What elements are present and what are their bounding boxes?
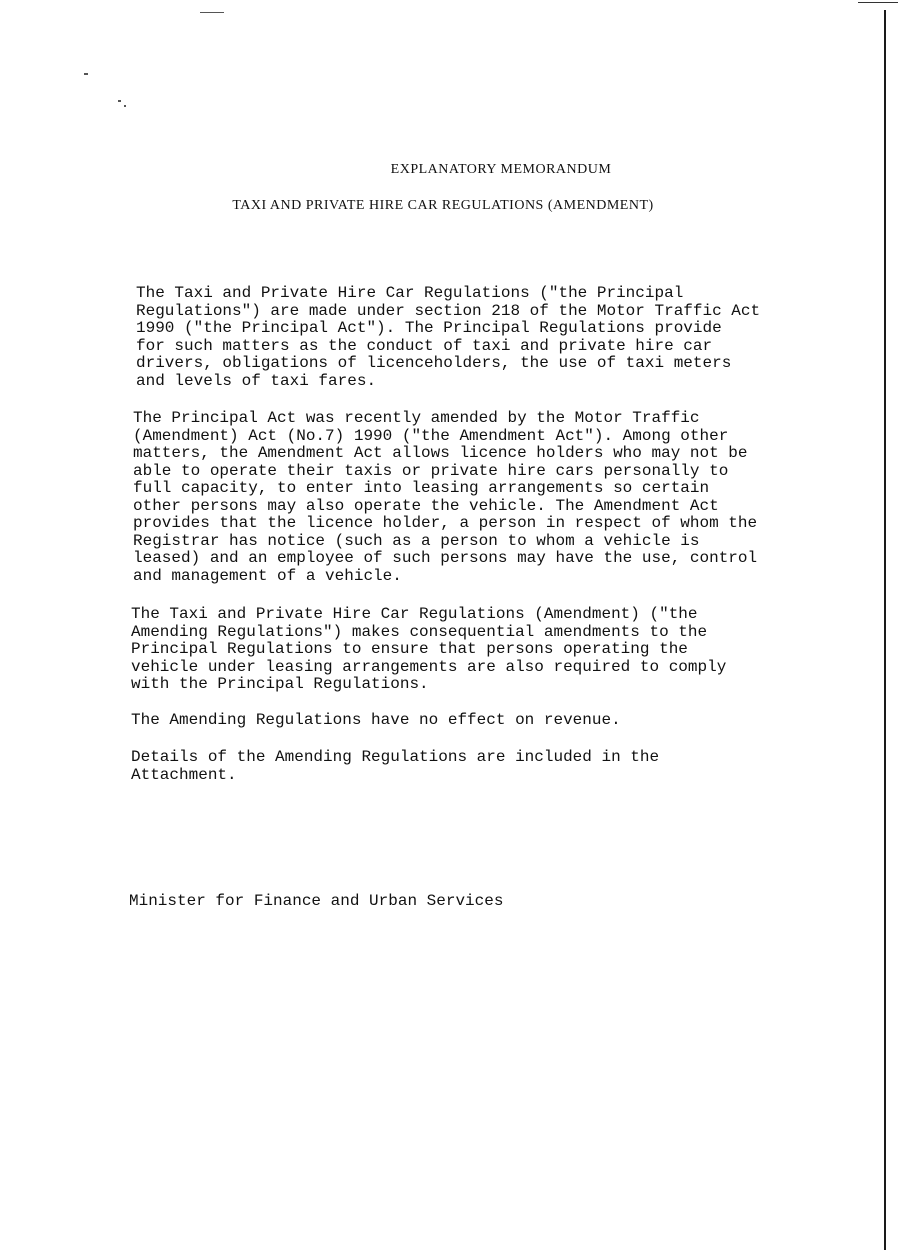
paragraph-amendment-act: The Principal Act was recently amended by the Motor Traffic (Amendment) Act (No.7) 1990 ("the Amendment Act"). Among other matters, the Amendment Act allows licence holders who may not be able to operate their taxis or private hire cars personally to full capacity, to enter into leasing arrangements so certain other persons may also operate the vehicle. The Amendment Act provides that the licence holder, a person in respect of whom the Registrar has notice (such as a person to whom a vehicle is leased) and an employee of such persons may have the use, control and management of a vehicle. xyxy=(133,409,758,585)
scan-edge-right xyxy=(884,10,886,1250)
paragraph-attachment: Details of the Amending Regulations are included in the Attachment. xyxy=(131,748,660,784)
signature-line: Minister for Finance and Urban Services xyxy=(129,892,504,910)
paragraph-amending-regulations: The Taxi and Private Hire Car Regulations (Amendment) ("the Amending Regulations") makes consequential amendments to the Principal Regulations to ensure that persons operating the vehicle under leasing arrangements are also required to comply with the Principal Regulations. xyxy=(131,605,727,693)
scan-speck xyxy=(118,100,121,102)
scan-speck xyxy=(124,105,126,107)
regulation-title: TAXI AND PRIVATE HIRE CAR REGULATIONS (AMENDMENT) xyxy=(232,198,654,213)
scan-speck xyxy=(200,12,224,13)
scan-edge-top xyxy=(858,2,898,3)
scan-speck xyxy=(84,73,88,75)
memorandum-heading: EXPLANATORY MEMORANDUM xyxy=(390,162,612,177)
paragraph-principal-regulations: The Taxi and Private Hire Car Regulations ("the Principal Regulations") are made under section 218 of the Motor Traffic Act 1990 ("the Principal Act"). The Principal Regulations provide for such matters as the conduct of taxi and private hire car drivers, obligations of licenceholders, the use of taxi meters and levels of taxi fares. xyxy=(136,284,761,390)
paragraph-revenue: The Amending Regulations have no effect on revenue. xyxy=(131,711,621,729)
